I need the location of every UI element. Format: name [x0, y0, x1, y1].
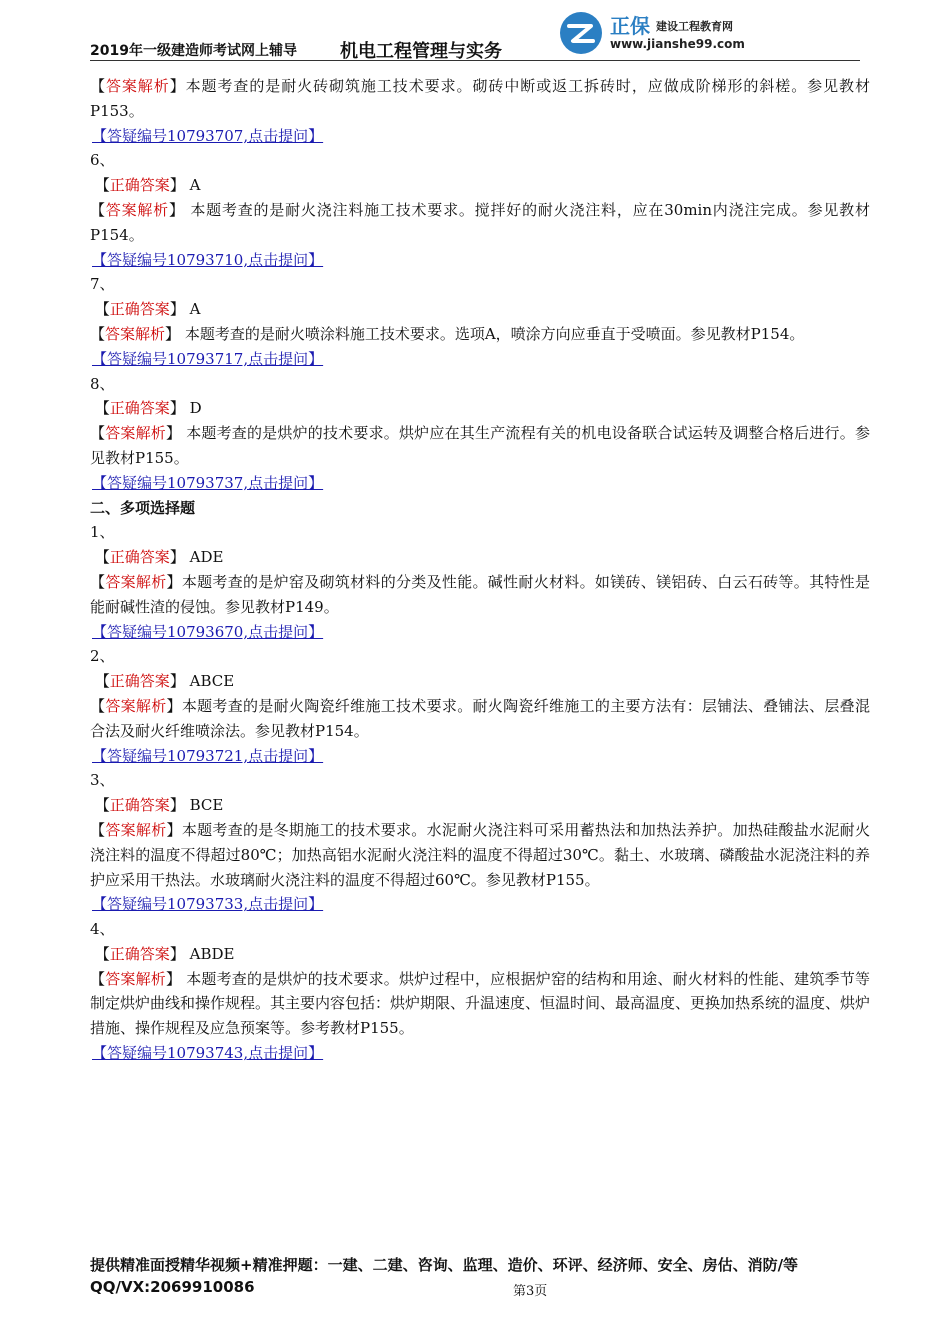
question-number: 2、: [90, 647, 115, 666]
site-logo: [558, 8, 768, 54]
question-number: 3、: [90, 771, 115, 790]
course-name: 2019年一级建造师考试网上辅导: [90, 43, 297, 59]
question-link[interactable]: 【答疑编号10793737,点击提问】: [92, 473, 324, 492]
answer-line: 【正确答案】 BCE: [94, 796, 224, 815]
logo-brand: 正保: [610, 14, 650, 38]
question-number: 8、: [90, 374, 115, 393]
analysis-line: 【答案解析】本题考查的是耐火砖砌筑施工技术要求。砌砖中断或返工拆砖时，应做成阶梯形的斜槎。参见教材P153。: [90, 77, 870, 120]
page-number: 第3页: [513, 1284, 548, 1299]
question-link[interactable]: 【答疑编号10793733,点击提问】: [92, 895, 324, 914]
header-divider: [90, 60, 860, 61]
question-link[interactable]: 【答疑编号10793743,点击提问】: [92, 1044, 324, 1063]
section-heading: 二、多项选择题: [90, 498, 196, 517]
page-header: [90, 0, 860, 62]
answer-line: 【正确答案】 ABCE: [94, 672, 235, 691]
answer-line: 【正确答案】 A: [94, 176, 201, 195]
answer-line: 【正确答案】 D: [94, 399, 202, 418]
question-link[interactable]: 【答疑编号10793710,点击提问】: [92, 250, 324, 269]
analysis-line: 【答案解析】本题考查的是耐火陶瓷纤维施工技术要求。耐火陶瓷纤维施工的主要方法有：层铺法、叠铺法、层叠混合法及耐火纤维喷涂法。参见教材P154。: [90, 696, 870, 740]
analysis-line: 【答案解析】本题考查的是冬期施工的技术要求。水泥耐火浇注料可采用蓄热法和加热法养护。加热硅酸盐水泥耐火浇注料的温度不得超过80℃；加热高铝水泥耐火浇注料的温度不得超过30℃。黏土、水玻璃、磷酸盐水泥浇注料的养护应采用干热法。水玻璃耐火浇注料的温度不得超过60℃。参见教材P155。: [90, 820, 870, 889]
answer-line: 【正确答案】 ABDE: [94, 944, 235, 963]
question-number: 1、: [90, 523, 115, 542]
question-number: 7、: [90, 275, 115, 294]
analysis-line: 【答案解析】本题考查的是炉窑及砌筑材料的分类及性能。碱性耐火材料。如镁砖、镁铝砖、白云石砖等。其特性是能耐碱性渣的侵蚀。参见教材P149。: [90, 572, 870, 616]
footer-contact: QQ/VX:2069910086: [90, 1278, 255, 1296]
logo-site-name: 建设工程教育网: [656, 20, 733, 33]
answer-line: 【正确答案】 A: [94, 300, 201, 319]
question-link[interactable]: 【答疑编号10793717,点击提问】: [92, 349, 324, 368]
question-link[interactable]: 【答疑编号10793670,点击提问】: [92, 622, 324, 641]
analysis-line: 【答案解析】 本题考查的是烘炉的技术要求。烘炉应在其生产流程有关的机电设备联合试运转及调整合格后进行。参见教材P155。: [90, 424, 870, 467]
subject-title: 机电工程管理与实务: [340, 41, 502, 62]
analysis-line: 【答案解析】 本题考查的是耐火喷涂料施工技术要求。选项A，喷涂方向应垂直于受喷面。参见教材P154。: [90, 324, 805, 343]
question-link[interactable]: 【答疑编号10793707,点击提问】: [92, 126, 324, 145]
analysis-line: 【答案解析】 本题考查的是烘炉的技术要求。烘炉过程中，应根据炉窑的结构和用途、耐火材料的性能、建筑季节等制定烘炉曲线和操作规程。其主要内容包括：烘炉期限、升温速度、恒温时间、最高温度、更换加热系统的温度、烘炉措施、操作规程及应急预案等。参考教材P155。: [90, 969, 871, 1038]
question-number: 4、: [90, 920, 115, 939]
analysis-line: 【答案解析】 本题考查的是耐火浇注料施工技术要求。搅拌好的耐火浇注料，应在30min内浇注完成。参见教材P154。: [90, 200, 870, 244]
answer-line: 【正确答案】 ADE: [94, 548, 224, 567]
answer-content: [90, 74, 870, 1066]
logo-emblem-icon: [558, 10, 604, 56]
question-number: 6、: [90, 151, 115, 170]
logo-url: www.jianshe99.com: [610, 37, 745, 51]
footer-promo: 提供精准面授精华视频+精准押题：一建、二建、咨询、监理、造价、环评、经济师、安全、房估、消防/等: [90, 1256, 799, 1274]
question-link[interactable]: 【答疑编号10793721,点击提问】: [92, 746, 324, 765]
